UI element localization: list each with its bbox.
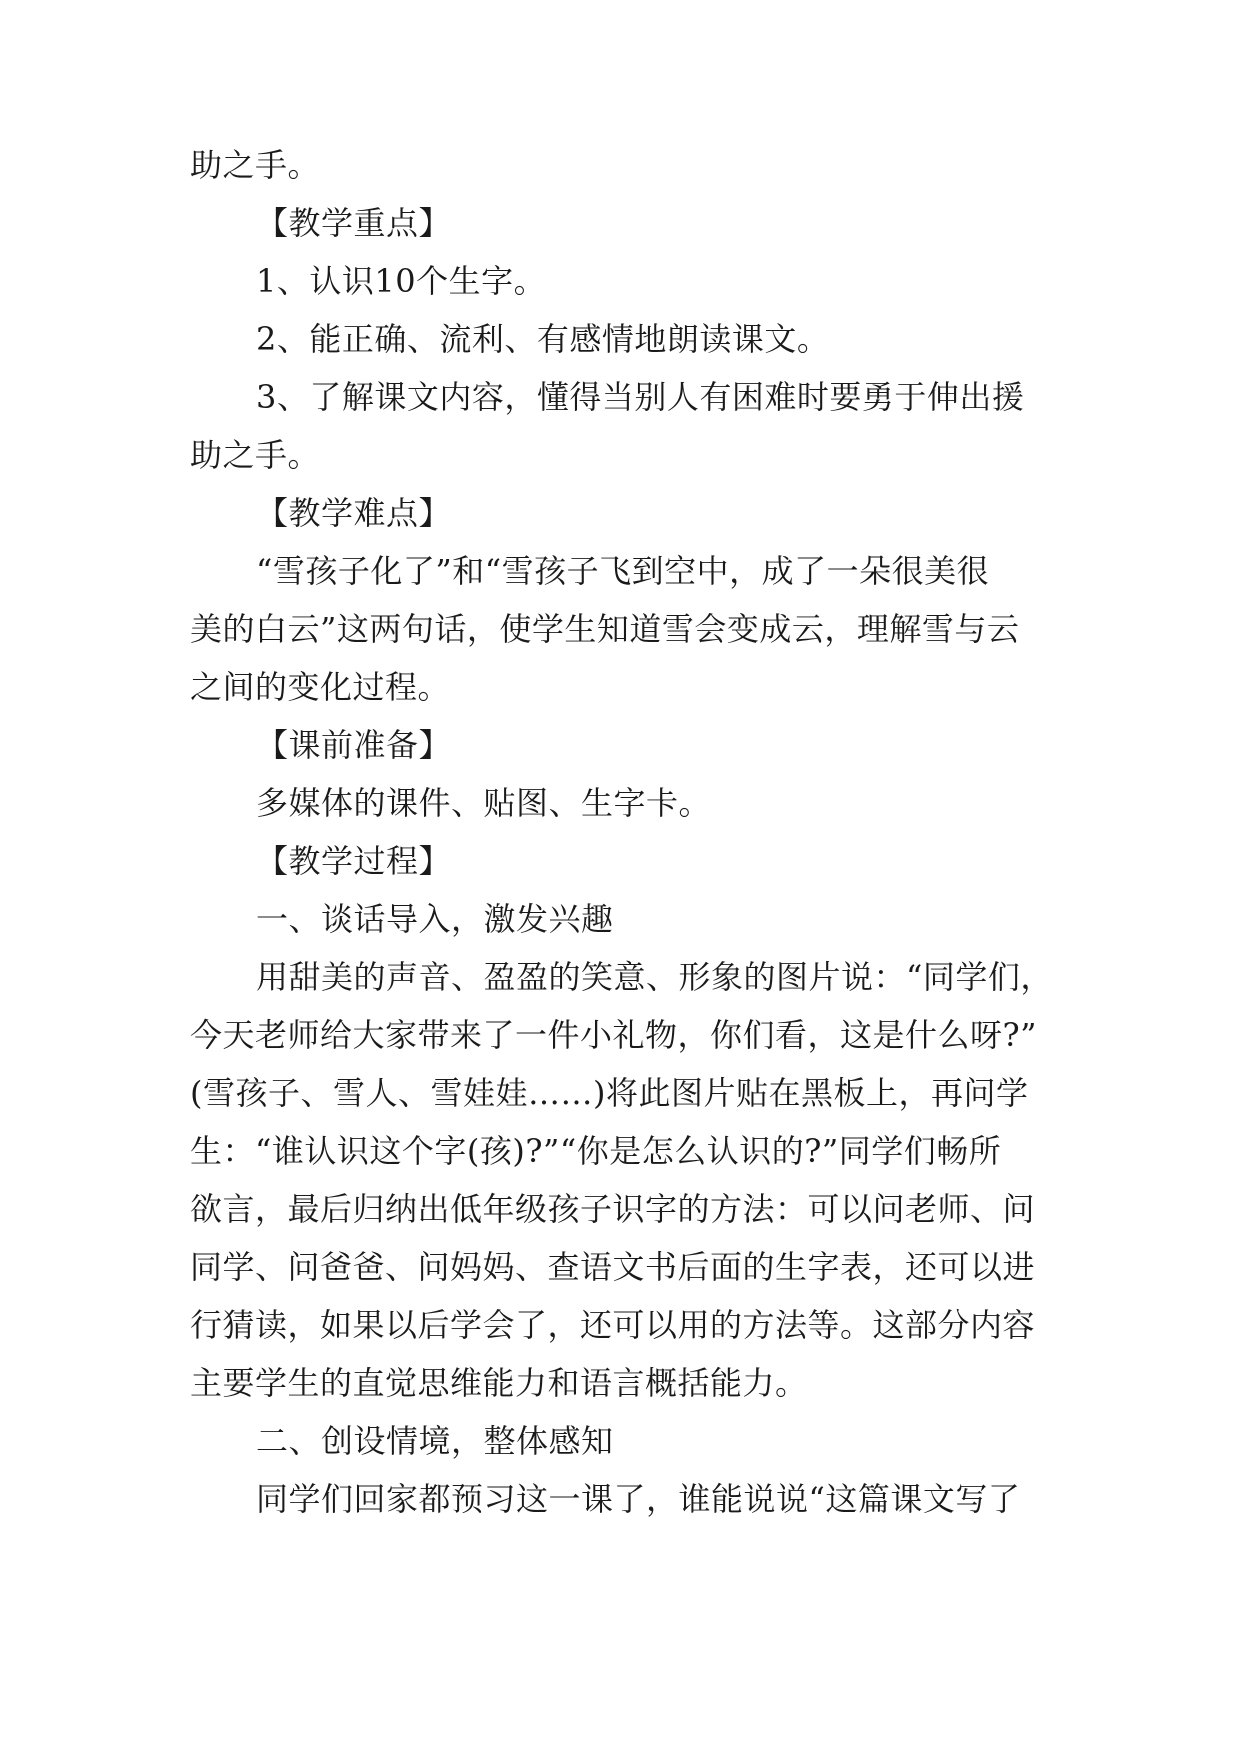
section-heading-teaching-difficulty: 【教学难点】: [256, 494, 452, 532]
text-line: 行猜读，如果以后学会了，还可以用的方法等。这部分内容: [190, 1306, 1036, 1344]
section-heading-teaching-process: 【教学过程】: [256, 842, 452, 880]
section-heading-preparation: 【课前准备】: [256, 726, 452, 764]
text-line: 今天老师给大家带来了一件小礼物，你们看，这是什么呀?”: [190, 1016, 1038, 1054]
text-line: 助之手。: [190, 436, 321, 474]
text-line: 主要学生的直觉思维能力和语言概括能力。: [190, 1364, 808, 1402]
subsection-heading: 一、谈话导入，激发兴趣: [256, 900, 614, 938]
text-line: 之间的变化过程。: [190, 668, 451, 706]
subsection-heading: 二、创设情境，整体感知: [256, 1422, 614, 1460]
text-line: 同学们回家都预习这一课了，谁能说说“这篇课文写了: [256, 1480, 1021, 1518]
text-line: 3、了解课文内容，懂得当别人有困难时要勇于伸出援: [256, 378, 1025, 416]
text-line: 同学、问爸爸、问妈妈、查语文书后面的生字表，还可以进: [190, 1248, 1036, 1286]
text-line: 生：“谁认识这个字(孩)?”“你是怎么认识的?”同学们畅所: [190, 1132, 1002, 1170]
text-line: 助之手。: [190, 146, 321, 184]
section-heading-teaching-focus: 【教学重点】: [256, 204, 452, 242]
text-line: 用甜美的声音、盈盈的笑意、形象的图片说：“同学们，: [256, 958, 1053, 996]
text-line: 美的白云”这两句话，使学生知道雪会变成云，理解雪与云: [190, 610, 1020, 648]
text-line: 2、能正确、流利、有感情地朗读课文。: [256, 320, 830, 358]
text-line: 多媒体的课件、贴图、生字卡。: [256, 784, 712, 822]
text-line: “雪孩子化了”和“雪孩子飞到空中，成了一朵很美很: [256, 552, 990, 590]
text-line: (雪孩子、雪人、雪娃娃……)将此图片贴在黑板上，再问学: [190, 1074, 1029, 1112]
text-line: 1、认识10个生字。: [256, 262, 547, 300]
text-line: 欲言，最后归纳出低年级孩子识字的方法：可以问老师、问: [190, 1190, 1036, 1228]
